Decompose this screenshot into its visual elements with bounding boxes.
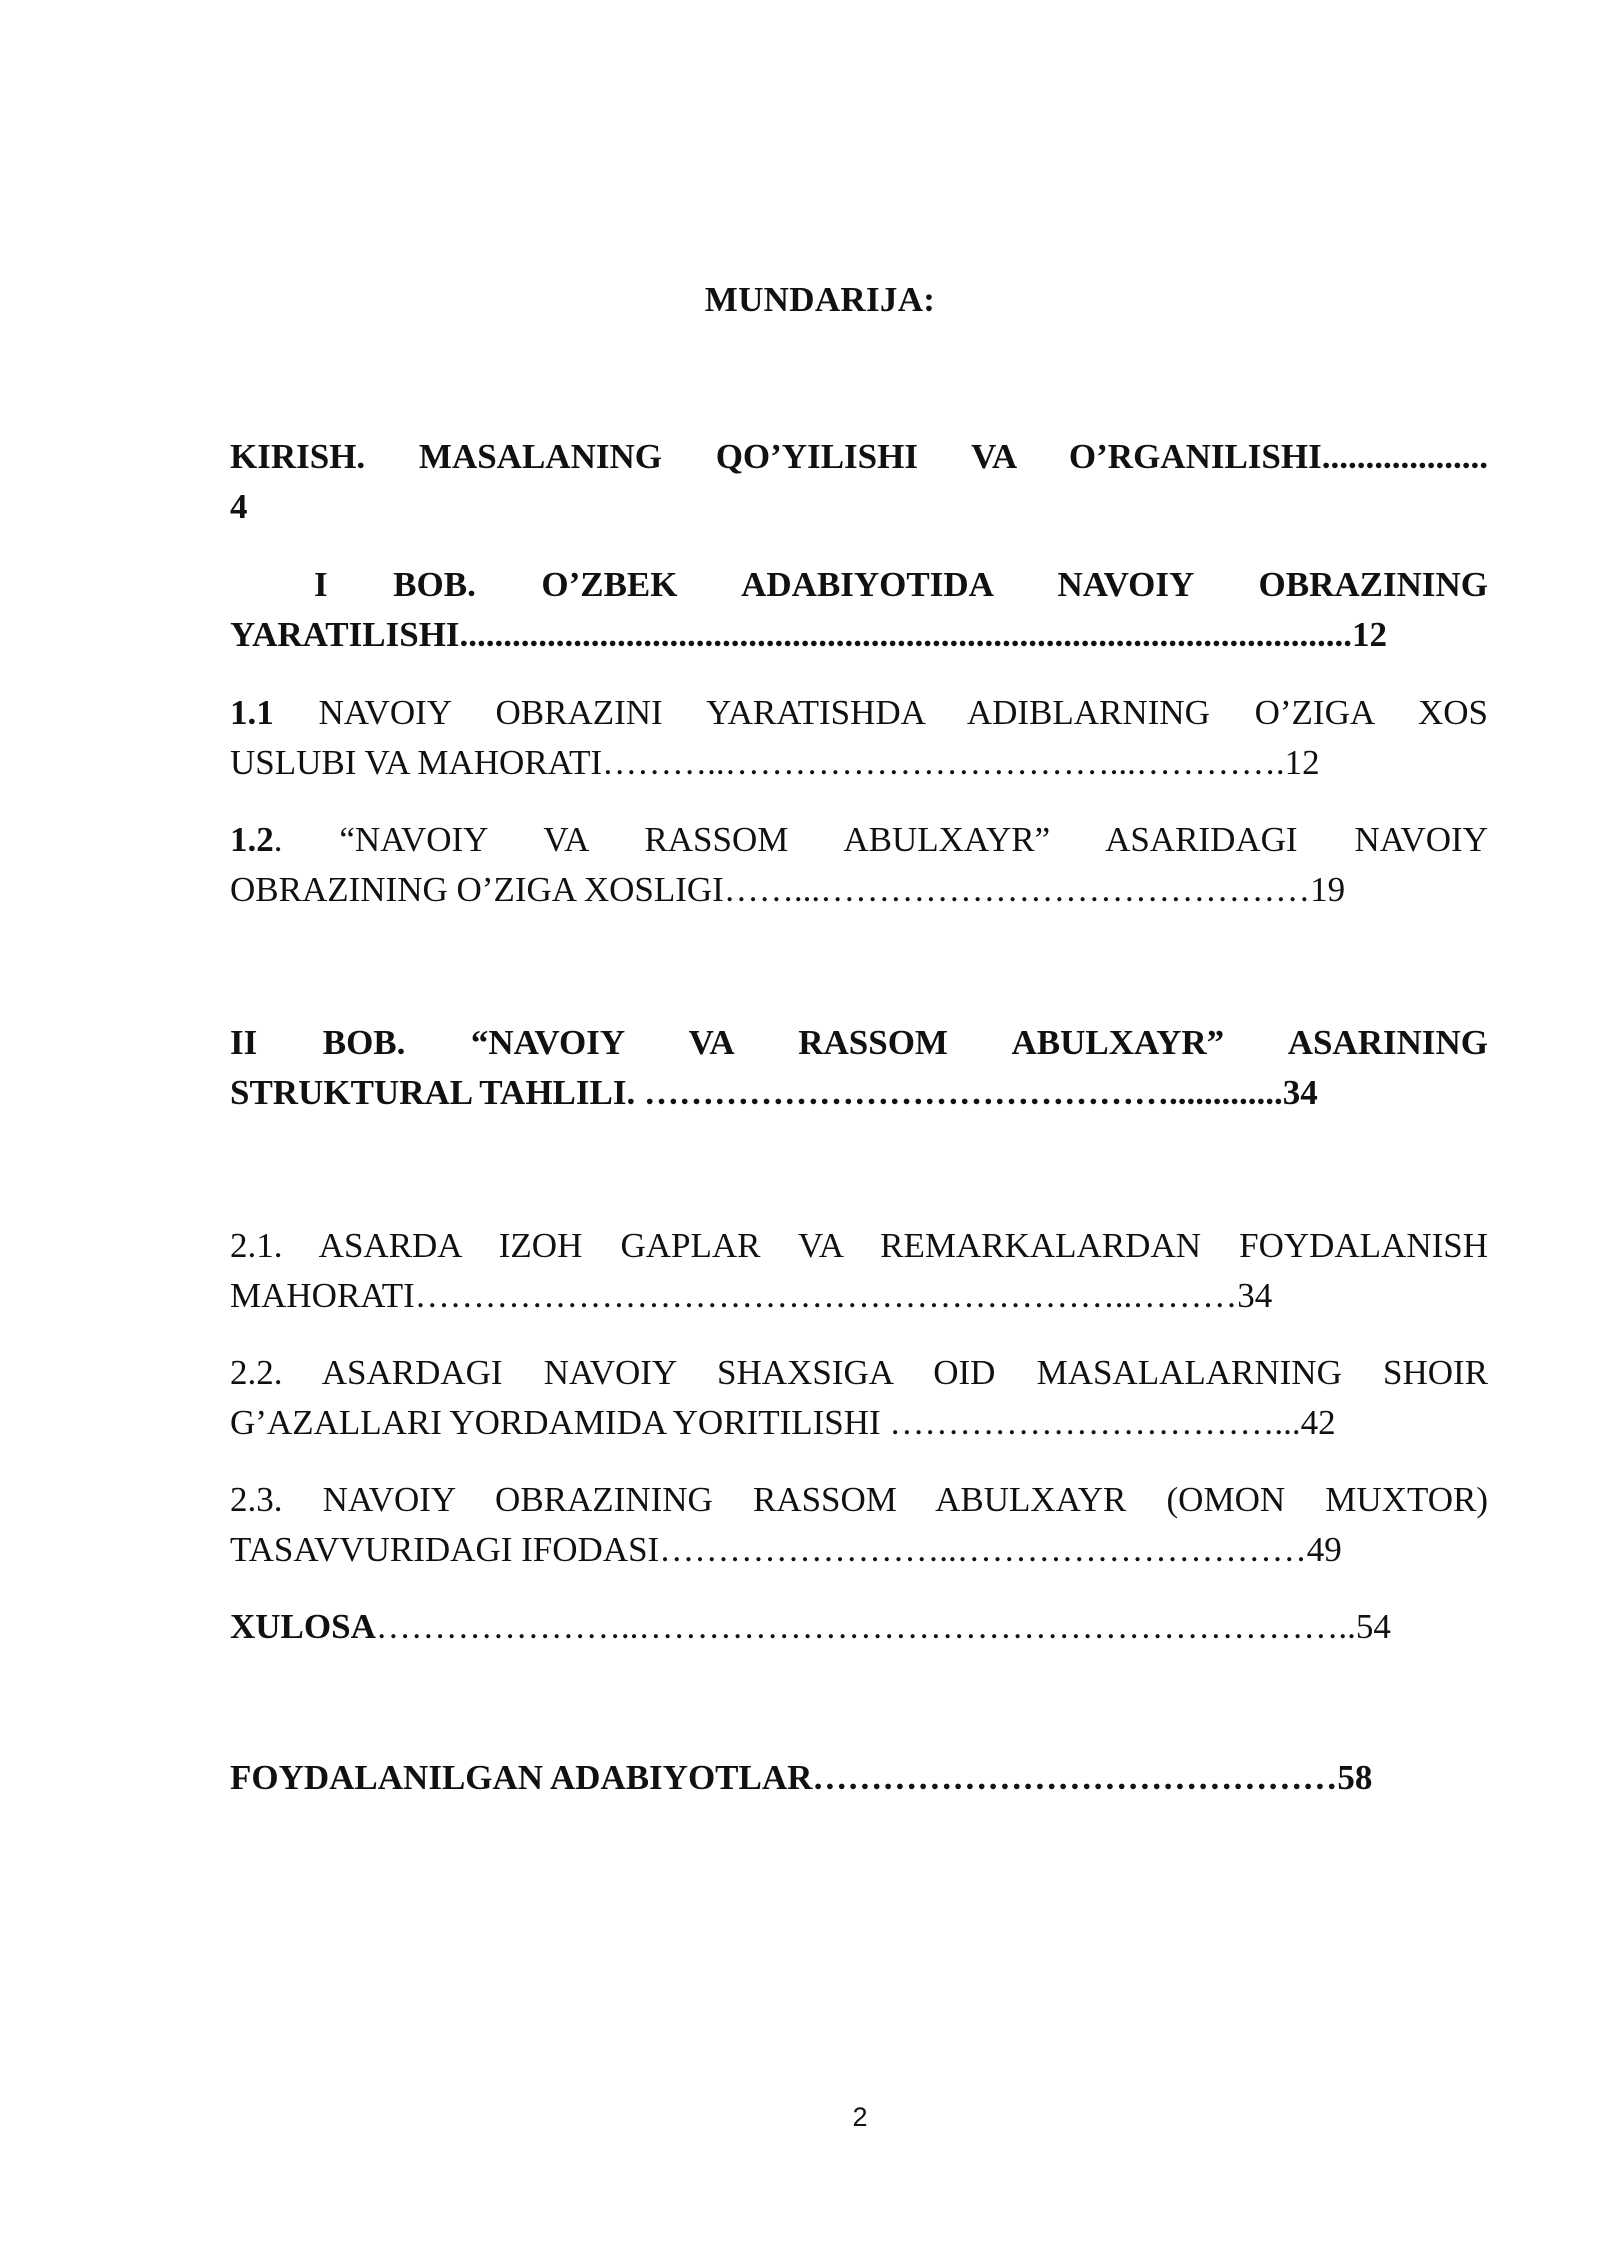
toc-entry-section-2-2-line1: 2.2. ASARDAGI NAVOIY SHAXSIGA OID MASALALARNING SHOIR bbox=[230, 1353, 1488, 1392]
toc-entry-section-2-3-line1: 2.3. NAVOIY OBRAZINING RASSOM ABULXAYR (OMON MUXTOR) bbox=[230, 1480, 1488, 1519]
toc-entry-xulosa bbox=[230, 1602, 1488, 1652]
foydalanilgan-leader: ………………………………………58 bbox=[812, 1758, 1373, 1797]
toc-entry-bob2-line1: II BOB. “NAVOIY VA RASSOM ABULXAYR” ASARINING bbox=[230, 1023, 1488, 1062]
toc-entry-kirish-page: 4 bbox=[230, 487, 248, 526]
page-number: 2 bbox=[852, 2102, 868, 2132]
toc-entry-foydalanilgan-line bbox=[230, 1753, 1488, 1803]
toc-entry-kirish bbox=[230, 432, 1488, 532]
toc-entry-section-2-1 bbox=[230, 1221, 1488, 1321]
toc-entry-section-1-2-line1 bbox=[230, 815, 1488, 865]
toc-entry-bob2-line2: STRUKTURAL TAHLILI. ……………………………………….............34 bbox=[230, 1073, 1318, 1112]
section-number: 1.1 bbox=[230, 693, 274, 732]
toc-entry-section-2-3 bbox=[230, 1475, 1488, 1575]
toc-entry-bob1 bbox=[230, 560, 1488, 660]
section-title: NAVOIY OBRAZINI YARATISHDA ADIBLARNING O’ZIGA XOS bbox=[273, 693, 1488, 732]
toc-entry-section-1-1-line1 bbox=[230, 688, 1488, 738]
toc-entry-section-2-1-line1: 2.1. ASARDA IZOH GAPLAR VA REMARKALARDAN FOYDALANISH bbox=[230, 1226, 1488, 1265]
toc-entry-section-2-3-line2: TASAVVURIDAGI IFODASI……………………..…………………………49 bbox=[230, 1530, 1342, 1569]
toc-entry-foydalanilgan bbox=[230, 1753, 1488, 1803]
section-number: 1.2 bbox=[230, 820, 274, 859]
page-title: MUNDARIJA: bbox=[704, 280, 936, 319]
toc-entry-bob1-line2: YARATILISHI......................................................................................................12 bbox=[230, 615, 1388, 654]
xulosa-leader: …………………..……………………………………………………..54 bbox=[375, 1607, 1391, 1646]
toc-entry-section-1-1-line2: USLUBI VA MAHORATI………..……………………………...………….12 bbox=[230, 743, 1320, 782]
toc-entry-section-2-2-line2: G’AZALLARI YORDAMIDA YORITILISHI ……………………………...42 bbox=[230, 1403, 1336, 1442]
xulosa-label: XULOSA bbox=[230, 1607, 376, 1646]
foydalanilgan-label: FOYDALANILGAN ADABIYOTLAR bbox=[230, 1758, 813, 1797]
toc-entry-bob2 bbox=[230, 1018, 1488, 1118]
toc-entry-xulosa-line bbox=[230, 1602, 1488, 1652]
toc-entry-section-2-2 bbox=[230, 1348, 1488, 1448]
toc-entry-section-1-2-line2: OBRAZINING O’ZIGA XOSLIGI……...……………………………………19 bbox=[230, 870, 1346, 909]
toc-entry-kirish-line1: KIRISH. MASALANING QO’YILISHI VA O’RGANILISHI................... bbox=[230, 437, 1488, 476]
toc-entry-section-1-2 bbox=[230, 815, 1488, 915]
toc-entry-bob1-line1: I BOB. O’ZBEK ADABIYOTIDA NAVOIY OBRAZINING bbox=[314, 565, 1488, 604]
section-title: . “NAVOIY VA RASSOM ABULXAYR” ASARIDAGI NAVOIY bbox=[273, 820, 1488, 859]
toc-entry-section-1-1 bbox=[230, 688, 1488, 788]
toc-entry-section-2-1-line2: MAHORATI……………………………………………………..………34 bbox=[230, 1276, 1273, 1315]
